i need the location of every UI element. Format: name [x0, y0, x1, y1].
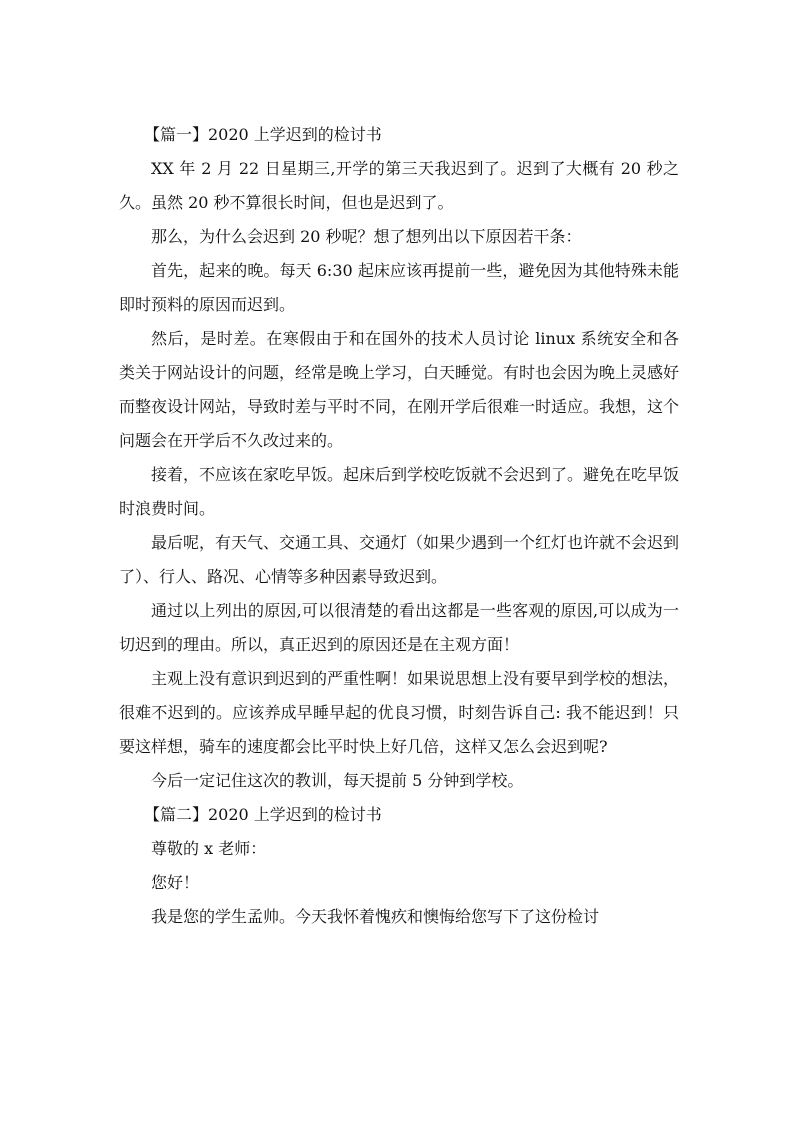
paragraph: 我是您的学生孟帅。今天我怀着愧疚和懊悔给您写下了这份检讨 [151, 907, 600, 926]
greeting: 您好！ [151, 873, 200, 892]
section-heading: 【篇一】2020 上学迟到的检讨书 [144, 125, 382, 144]
paragraph: 然后，是时差。在寒假由于和在国外的技术人员讨论 linux 系统安全和各类关于网站设计的问题，经常是晚上学习，白天睡觉。有时也会因为晚上灵感好而整夜设计网站，导致时差与平时不同，在刚开学后很难一时适应。我想，这个问题会在开学后不久改过来的。 [119, 329, 680, 450]
paragraph: 最后呢，有天气、交通工具、交通灯（如果少遇到一个红灯也许就不会迟到了）、行人、路况、心情等多种因素导致迟到。 [119, 533, 680, 586]
document-body [119, 118, 679, 934]
paragraph: 那么，为什么会迟到 20 秒呢？想了想列出以下原因若干条： [151, 227, 582, 246]
paragraph: XX 年 2 月 22 日星期三,开学的第三天我迟到了。迟到了大概有 20 秒之久。虽然 20 秒不算很长时间，但也是迟到了。 [119, 159, 679, 212]
paragraph: 今后一定记住这次的教训，每天提前 5 分钟到学校。 [151, 771, 524, 790]
paragraph: 主观上没有意识到迟到的严重性啊！如果说思想上没有要早到学校的想法，很难不迟到的。应该养成早睡早起的优良习惯，时刻告诉自己: 我不能迟到！只要这样想，骑车的速度都会比平时快上好几倍，这样又怎么会迟到呢? [119, 669, 680, 756]
paragraph: 通过以上列出的原因,可以很清楚的看出这都是一些客观的原因,可以成为一切迟到的理由。所以，真正迟到的原因还是在主观方面！ [119, 601, 679, 654]
salutation: 尊敬的 x 老师： [151, 839, 267, 858]
section-heading: 【篇二】2020 上学迟到的检讨书 [144, 805, 382, 824]
paragraph: 首先，起来的晚。每天 6:30 起床应该再提前一些，避免因为其他特殊未能即时预料的原因而迟到。 [119, 261, 679, 314]
paragraph: 接着，不应该在家吃早饭。起床后到学校吃饭就不会迟到了。避免在吃早饭时浪费时间。 [119, 465, 680, 518]
